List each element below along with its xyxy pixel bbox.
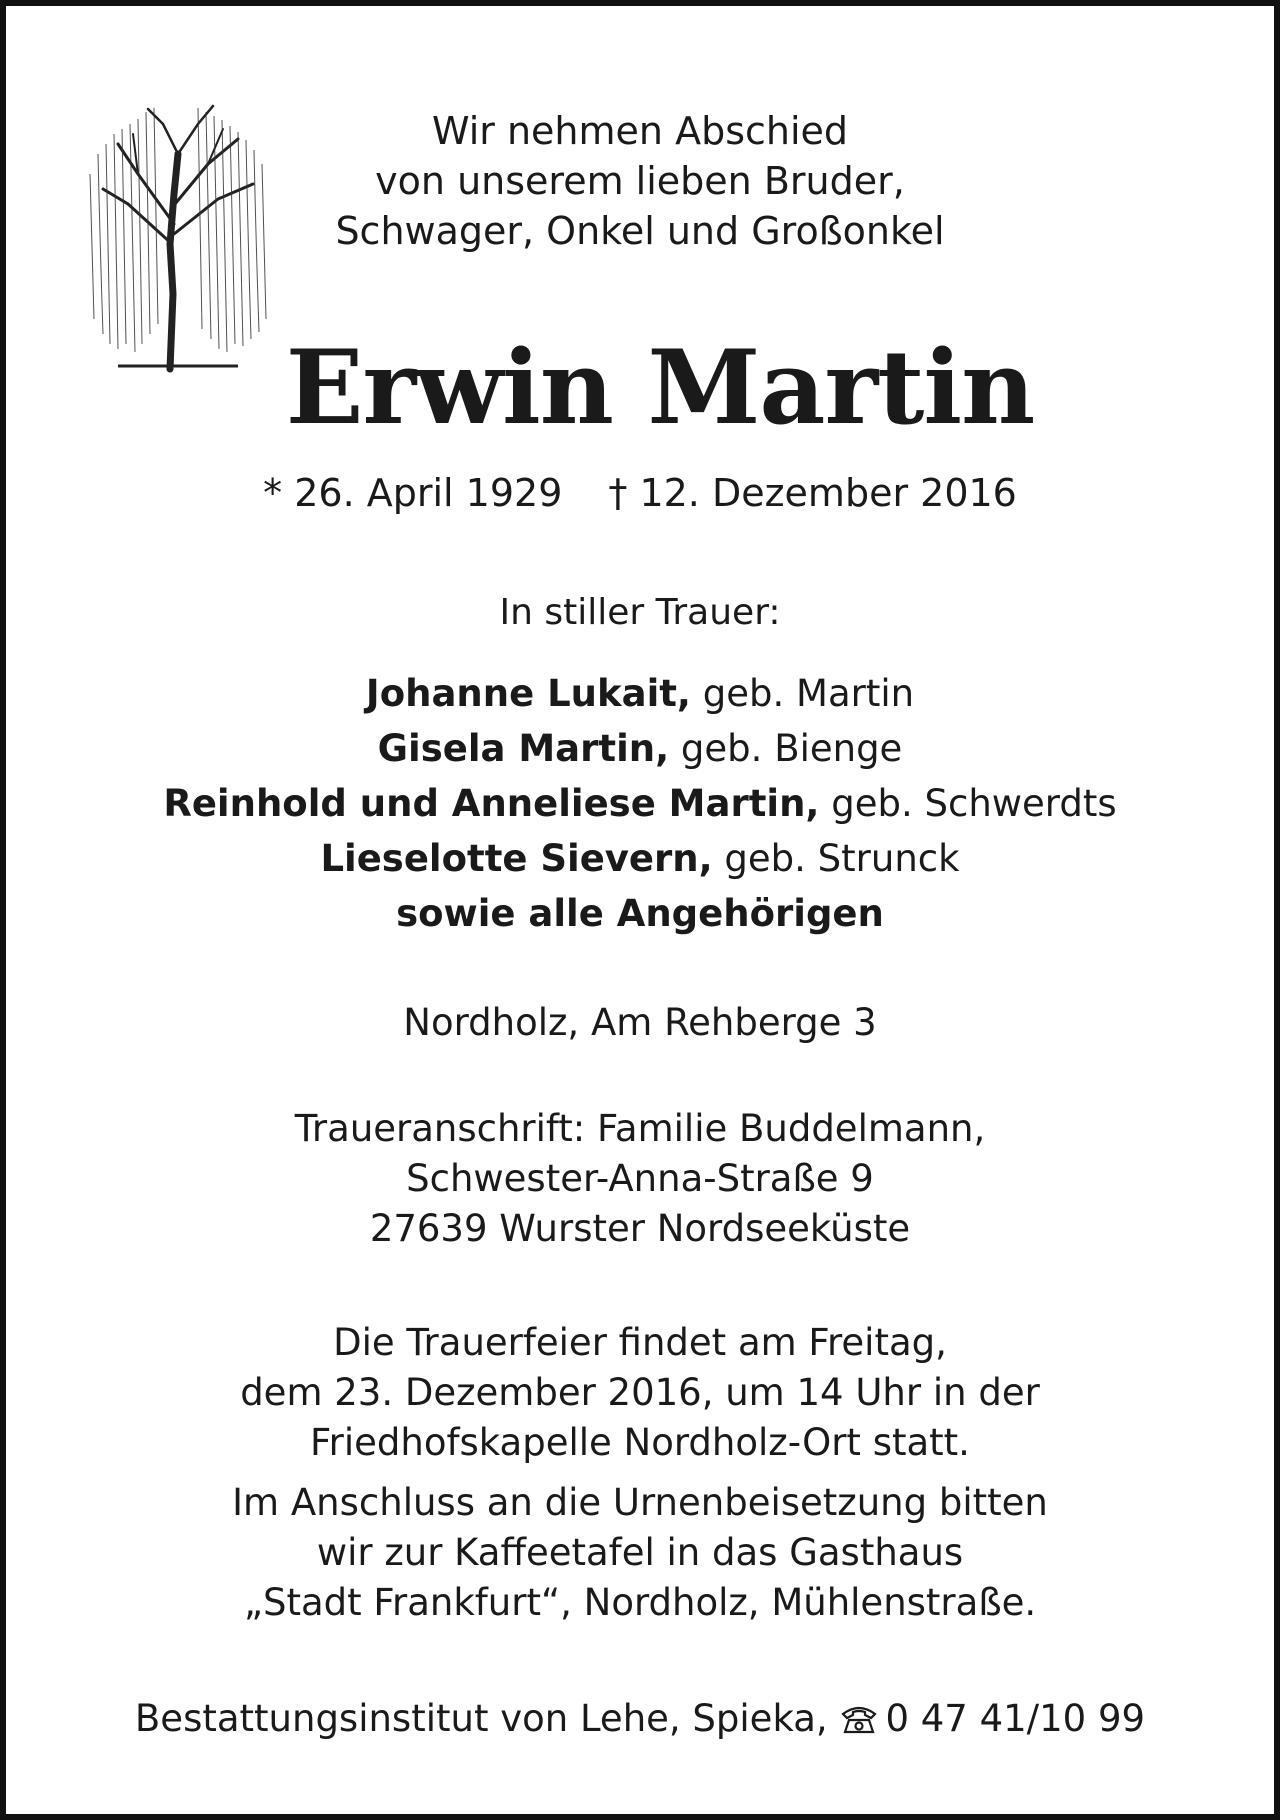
family-member-name: Johanne Lukait, xyxy=(365,672,691,715)
undertaker-phone: 0 47 41/10 99 xyxy=(885,1697,1146,1740)
telephone-icon xyxy=(839,1704,879,1734)
intro-line: Schwager, Onkel und Großonkel xyxy=(335,209,945,253)
mourning-heading: In stiller Trauer: xyxy=(499,592,781,633)
ceremony-info xyxy=(6,1318,1274,1468)
family-member-name: Gisela Martin, xyxy=(377,727,670,770)
intro-line: Wir nehmen Abschied xyxy=(431,109,849,153)
reception-info xyxy=(6,1478,1274,1628)
family-member-name: Lieselotte Sievern, xyxy=(320,837,713,880)
reception-line: Im Anschluss an die Urnenbeisetzung bitten xyxy=(232,1481,1048,1524)
mourning-address xyxy=(6,1104,1274,1254)
family-member xyxy=(6,831,1274,886)
family-closing-text: sowie alle Angehörigen xyxy=(396,892,884,935)
death-date: † 12. Dezember 2016 xyxy=(608,471,1017,515)
address-line: Traueranschrift: Familie Buddelmann, xyxy=(294,1107,986,1150)
deceased-name: Erwin Martin xyxy=(285,328,1035,448)
intro-text xyxy=(6,106,1274,256)
intro-line: von unserem lieben Bruder, xyxy=(375,159,905,203)
reception-line: „Stadt Frankfurt“, Nordholz, Mühlenstraße. xyxy=(243,1581,1037,1624)
ceremony-line: Friedhofskapelle Nordholz-Ort statt. xyxy=(310,1421,970,1464)
undertaker-name: Bestattungsinstitut von Lehe, Spieka, xyxy=(134,1697,828,1740)
undertaker-info xyxy=(6,1694,1274,1744)
birth-date: * 26. April 1929 xyxy=(263,471,563,515)
residence: Nordholz, Am Rehberge 3 xyxy=(403,1001,877,1044)
family-list xyxy=(6,666,1274,941)
family-closing xyxy=(6,886,1274,941)
family-member xyxy=(6,776,1274,831)
life-dates xyxy=(6,468,1274,518)
address-line: 27639 Wurster Nordseeküste xyxy=(369,1207,911,1250)
family-member xyxy=(6,721,1274,776)
family-member-name: Reinhold und Anneliese Martin, xyxy=(163,782,820,825)
reception-line: wir zur Kaffeetafel in das Gasthaus xyxy=(316,1531,964,1574)
address-line: Schwester-Anna-Straße 9 xyxy=(406,1157,874,1200)
ceremony-line: Die Trauerfeier findet am Freitag, xyxy=(333,1321,947,1364)
family-member-maiden: geb. Martin xyxy=(691,672,915,715)
family-member-maiden: geb. Schwerdts xyxy=(819,782,1117,825)
family-member-maiden: geb. Strunck xyxy=(712,837,960,880)
family-member xyxy=(6,666,1274,721)
ceremony-line: dem 23. Dezember 2016, um 14 Uhr in der xyxy=(240,1371,1040,1414)
family-member-maiden: geb. Bienge xyxy=(669,727,903,770)
